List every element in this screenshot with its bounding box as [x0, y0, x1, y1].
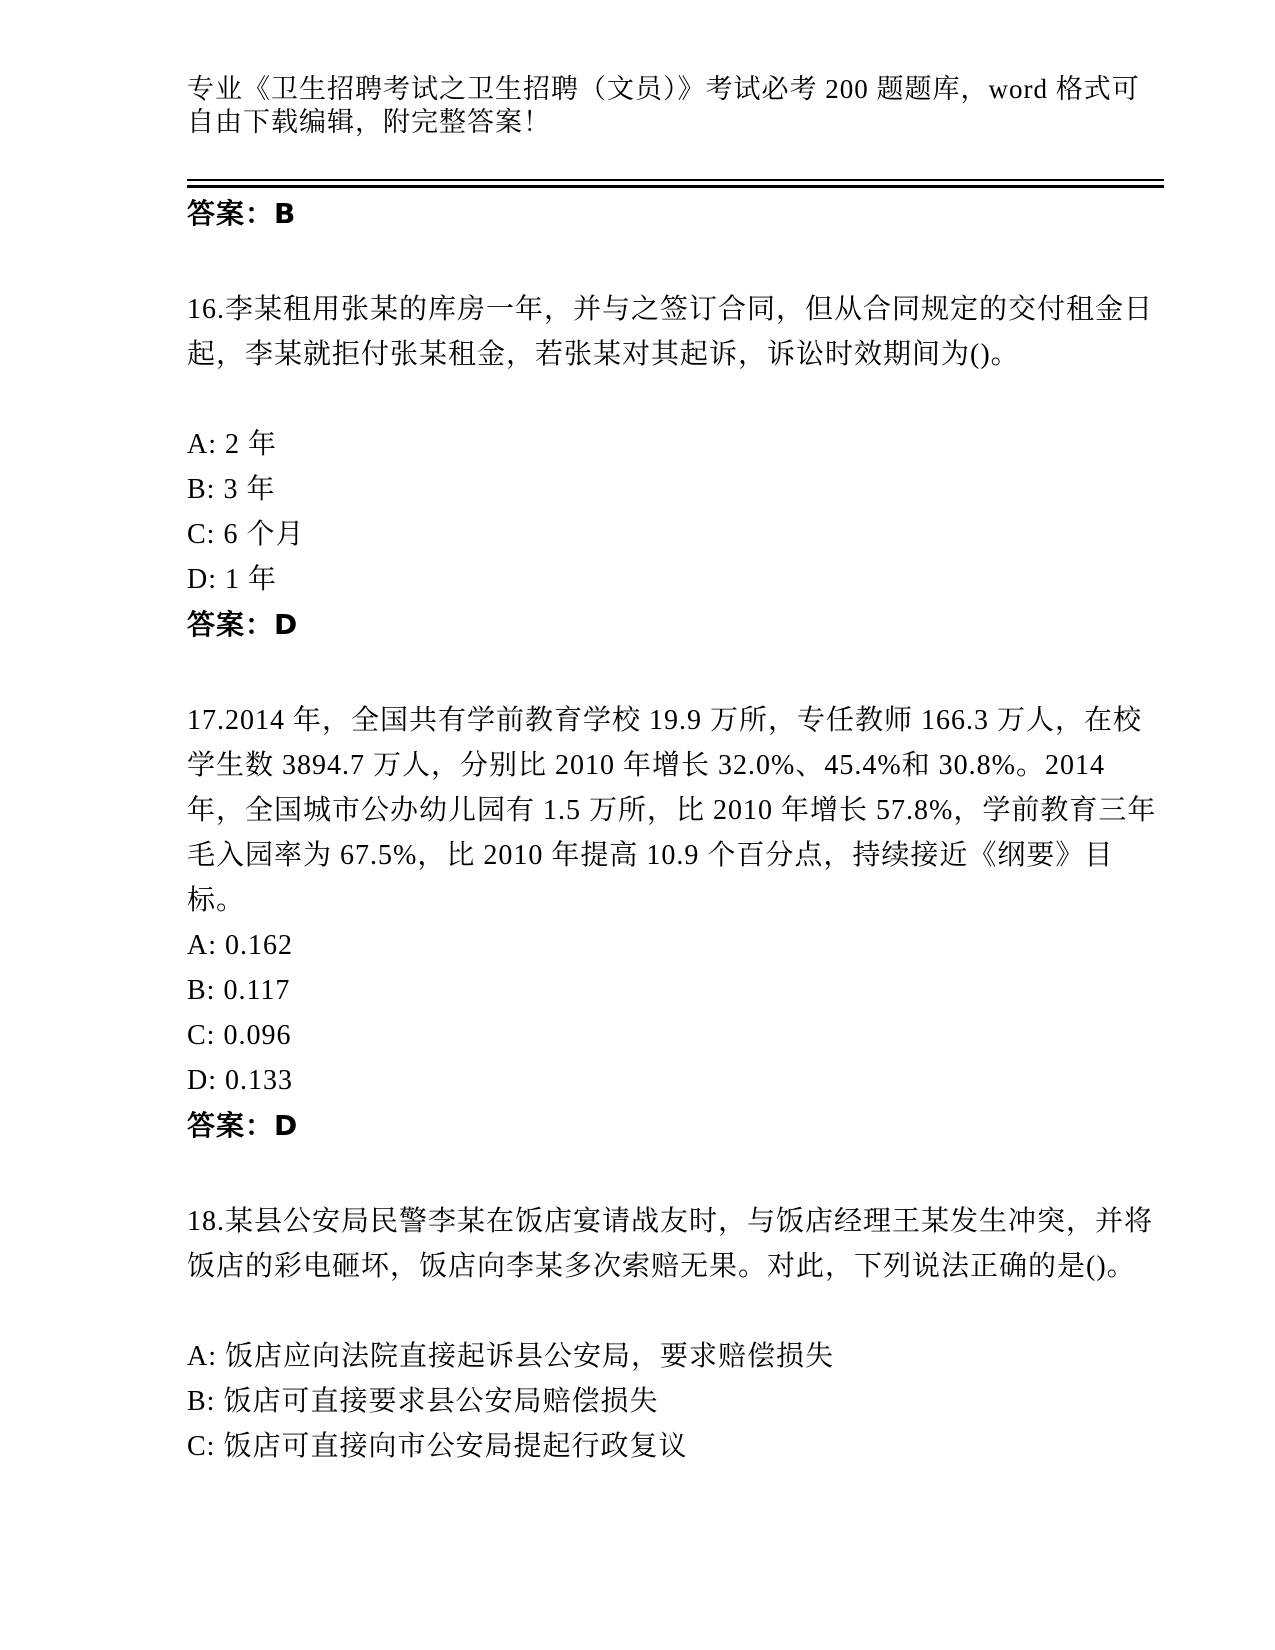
answer-line-previous-question: 答案：B: [187, 197, 297, 230]
question-17-text: 17.2014 年，全国共有学前教育学校 19.9 万所，专任教师 166.3 万人，在校学生数 3894.7 万人，分别比 2010 年增长 32.0%、45.4%和 30.8%。2014 年，全国城市公办幼儿园有 1.5 万所，比 2010 年增长 57.8%，学前教育三年毛入园率为 67.5%，比 2010 年提高 10.9 个百分点，持续接近《纲要》目标。: [187, 705, 1157, 916]
question-18-option-a: A: 饭店应向法院直接起诉县公安局，要求赔偿损失: [187, 1341, 835, 1372]
question-16-option-b: B: 3 年: [187, 474, 276, 505]
question-16-option-c: C: 6 个月: [187, 519, 305, 550]
question-16-option-a: A: 2 年: [187, 429, 278, 460]
question-18-option-c: C: 饭店可直接向市公安局提起行政复议: [187, 1431, 688, 1462]
header-text: 专业《卫生招聘考试之卫生招聘（文员）》考试必考 200 题题库，word 格式可自由下载编辑，附完整答案！: [187, 74, 1140, 137]
question-18-options: [187, 1334, 1164, 1469]
question-17-option-b: B: 0.117: [187, 975, 291, 1006]
question-16-text: 16.李某租用张某的库房一年，并与之签订合同，但从合同规定的交付租金日起，李某就拒付张某租金，若张某对其起诉，诉讼时效期间为()。: [187, 294, 1154, 370]
question-17: [187, 698, 1164, 1148]
question-18-option-b: B: 饭店可直接要求县公安局赔偿损失: [187, 1386, 659, 1417]
question-18-text: 18.某县公安局民警李某在饭店宴请战友时，与饭店经理王某发生冲突，并将饭店的彩电砸坏，饭店向李某多次索赔无果。对此，下列说法正确的是()。: [187, 1206, 1154, 1282]
header-divider: [187, 179, 1164, 188]
question-17-answer: 答案：D: [187, 1109, 299, 1142]
question-17-option-c: C: 0.096: [187, 1020, 292, 1051]
question-17-option-d: D: 0.133: [187, 1065, 293, 1096]
document-content: [187, 191, 1164, 1469]
question-16-answer: 答案：D: [187, 608, 299, 641]
page-header: [187, 73, 1164, 139]
question-16-options: [187, 422, 1164, 602]
question-18: [187, 1199, 1164, 1469]
question-16: [187, 287, 1164, 647]
question-16-option-d: D: 1 年: [187, 564, 278, 595]
question-17-option-a: A: 0.162: [187, 930, 293, 961]
question-17-options: [187, 923, 1164, 1103]
